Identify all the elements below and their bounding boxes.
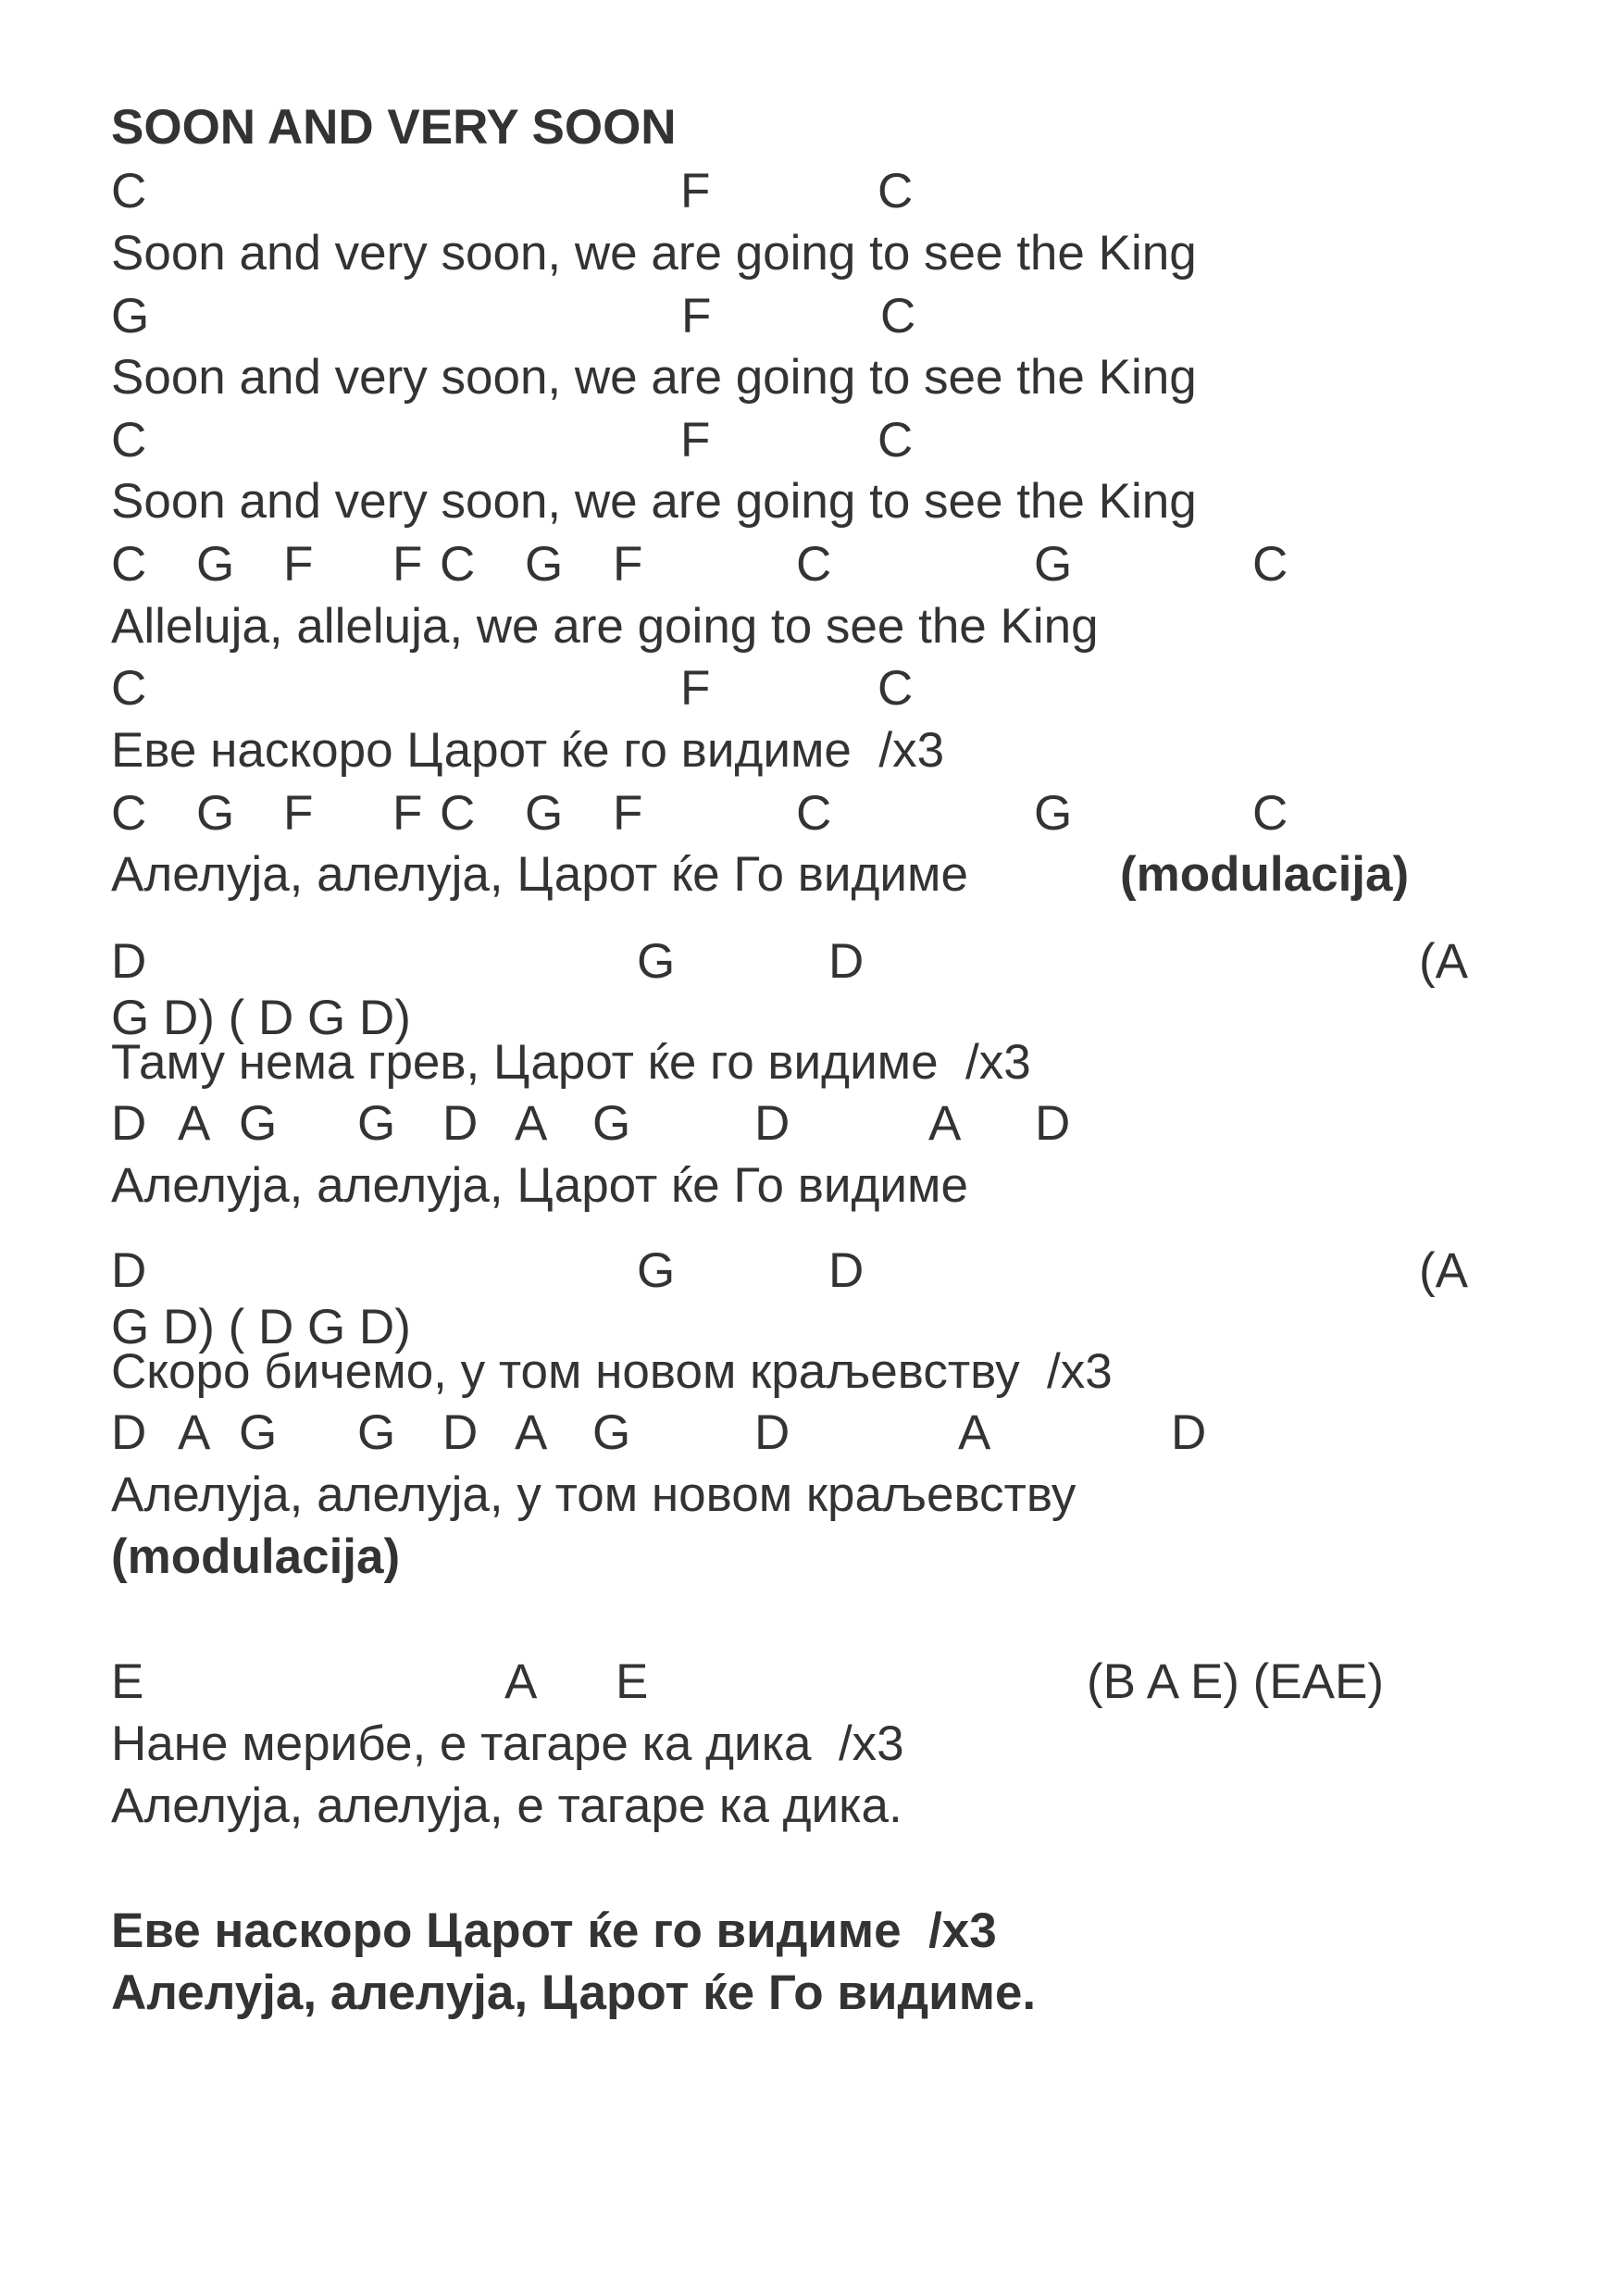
- chord: A: [928, 1096, 962, 1151]
- chord: D: [1035, 1096, 1071, 1151]
- chord: F: [392, 537, 423, 592]
- chord: F: [680, 413, 711, 468]
- chord: G: [111, 289, 150, 343]
- chord: D: [111, 1096, 147, 1151]
- lyric-line: Алелуја, алелуја, е тагаре ка дика.: [111, 1778, 902, 1833]
- chord: F: [613, 786, 643, 841]
- chord: C: [796, 786, 832, 841]
- chord: C: [877, 413, 914, 468]
- chord: A: [515, 1096, 548, 1151]
- chord: C: [1252, 537, 1288, 592]
- chord: C: [877, 661, 914, 716]
- chord: C: [877, 164, 914, 218]
- chord: F: [392, 786, 423, 841]
- lyric-line: Нане мерибе, е тагаре ка дика /x3: [111, 1716, 904, 1771]
- chord: F: [283, 786, 314, 841]
- chord: C: [880, 289, 916, 343]
- modulation-note: (modulacija): [111, 1529, 401, 1584]
- lyric-line: Soon and very soon, we are going to see the King: [111, 350, 1197, 405]
- chord: E: [111, 1654, 144, 1709]
- chord: G: [239, 1096, 278, 1151]
- chord: G: [592, 1405, 631, 1460]
- chord: A: [515, 1405, 548, 1460]
- chord: (A: [1419, 934, 1468, 989]
- chord: A: [178, 1405, 211, 1460]
- chord: C: [796, 537, 832, 592]
- lyric-line: Алелуја, алелуја, Царот ќе Го видиме: [111, 1158, 968, 1213]
- chord: G: [525, 786, 564, 841]
- chord: F: [680, 164, 711, 218]
- chord: G: [239, 1405, 278, 1460]
- chord-wrap: G D) ( D G D): [111, 1300, 411, 1354]
- lyric-line: Alleluja, alleluja, we are going to see the King: [111, 599, 1099, 654]
- chord: A: [504, 1654, 538, 1709]
- chord: E: [616, 1654, 649, 1709]
- chord: G: [637, 1243, 676, 1298]
- chord: G: [525, 537, 564, 592]
- lyric-line: Еве наскоро Царот ќе го видиме /x3: [111, 723, 945, 778]
- chord: D: [442, 1405, 479, 1460]
- chord: F: [680, 661, 711, 716]
- chord: C: [111, 164, 147, 218]
- chord: C: [440, 537, 476, 592]
- chord: A: [178, 1096, 211, 1151]
- song-title: SOON AND VERY SOON: [111, 100, 677, 155]
- chord: D: [111, 934, 147, 989]
- chord: D: [442, 1096, 479, 1151]
- chord: F: [681, 289, 712, 343]
- chord: D: [111, 1243, 147, 1298]
- chord: D: [1171, 1405, 1207, 1460]
- chord: G: [1034, 537, 1073, 592]
- chord-wrap: G D) ( D G D): [111, 991, 411, 1045]
- chord: F: [613, 537, 643, 592]
- lyric-line: Алелуја, алелуја, Царот ќе Го видиме: [111, 847, 968, 902]
- chord: C: [440, 786, 476, 841]
- chord: C: [111, 537, 147, 592]
- chord: (A: [1419, 1243, 1468, 1298]
- chord: D: [111, 1405, 147, 1460]
- chord: D: [754, 1096, 790, 1151]
- chord: (B A E) (EAE): [1087, 1654, 1385, 1709]
- chord: C: [111, 786, 147, 841]
- chord: G: [357, 1405, 396, 1460]
- ending-line: Еве наскоро Царот ќе го видиме /x3: [111, 1903, 997, 1958]
- lyric-line: Скоро бичемо, у том новом краљевству /x3: [111, 1344, 1113, 1399]
- chord: G: [592, 1096, 631, 1151]
- lyric-line: Алелуја, алелуја, у том новом краљевству: [111, 1467, 1077, 1522]
- chord: G: [196, 786, 235, 841]
- chord: D: [828, 934, 865, 989]
- chord: D: [754, 1405, 790, 1460]
- modulation-note: (modulacija): [1120, 847, 1410, 902]
- chord: G: [637, 934, 676, 989]
- lyric-line: Soon and very soon, we are going to see the King: [111, 474, 1197, 529]
- chord: F: [283, 537, 314, 592]
- chord: G: [196, 537, 235, 592]
- chord: C: [1252, 786, 1288, 841]
- chord: G: [1034, 786, 1073, 841]
- lyric-line: Таму нема грев, Царот ќе го видиме /x3: [111, 1035, 1031, 1090]
- chord: G: [357, 1096, 396, 1151]
- chord: C: [111, 413, 147, 468]
- chord: C: [111, 661, 147, 716]
- chord: D: [828, 1243, 865, 1298]
- ending-line: Алелуја, алелуја, Царот ќе Го видиме.: [111, 1965, 1037, 2020]
- chord: A: [958, 1405, 991, 1460]
- lyric-line: Soon and very soon, we are going to see the King: [111, 226, 1197, 281]
